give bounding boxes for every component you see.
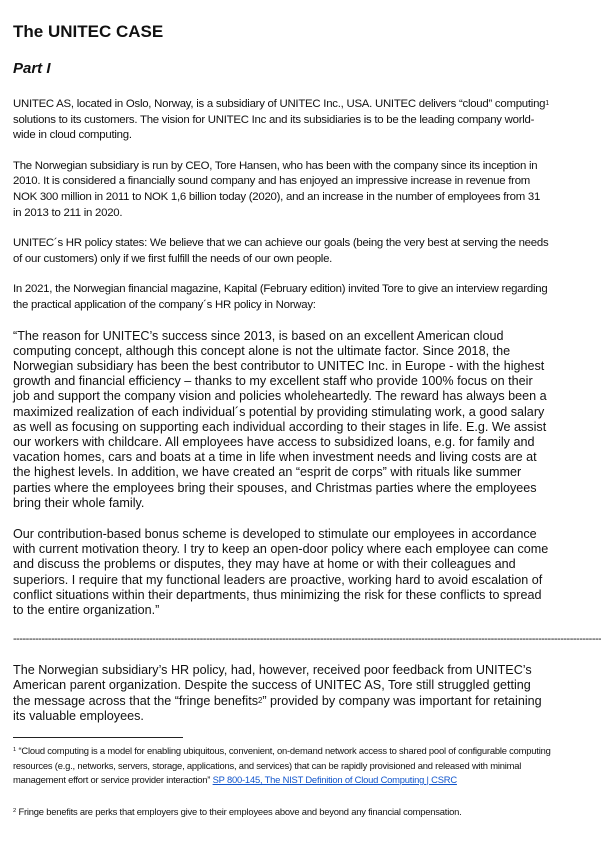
interview-paragraph: In 2021, the Norwegian financial magazine, Kapital (February edition) invited Tore to give an interview regarding the practical application of the company´s HR policy in Norway: [13, 283, 548, 311]
footnote-2 [13, 805, 551, 820]
document-title: The UNITEC CASE [13, 22, 164, 41]
hr-policy-paragraph: UNITEC´s HR policy states: We believe that we can achieve our goals (being the very best at serving the needs of our customers) only if we first fulfill the needs of our own people. [13, 237, 549, 265]
part-heading: Part I [13, 60, 51, 77]
feedback-paragraph [13, 663, 551, 724]
feedback-text-end: ” provided by company was important for retaining its valuable employees. [13, 693, 542, 723]
intro-paragraph [13, 97, 551, 144]
footnote-1 [13, 744, 551, 788]
intro-text-end: solutions to its customers. The vision for UNITEC Inc and its subsidiaries is to be the leading company world-wide in cloud computing. [13, 113, 535, 142]
section-separator: ------------------------------------------------------------------------------------------------------------------------------------------------------------------------------------------ [13, 633, 601, 646]
document-page [13, 20, 601, 819]
feedback-text-start: The Norwegian subsidiary’s HR policy, had, however, received poor feedback from UNITEC’s American parent organization. Despite the success of UNITEC AS, Tore still struggled getting the message across that the “fringe benefits [13, 663, 532, 708]
footnote-2-text: Fringe benefits are perks that employers give to their employees above and beyond any financial compensation. [16, 805, 462, 817]
nist-definition-link[interactable]: SP 800-145, The NIST Definition of Cloud Computing | CSRC [212, 774, 457, 785]
quote-paragraph-2: Our contribution-based bonus scheme is developed to stimulate our employees in accordance with current motivation theory. I try to keep an open-door policy where each employee can come and discuss the problems or disputes, they may have at home or with their colleagues and superiors. I require that my functional leaders are proactive, working hard to avoid escalation of conflict situations within their departments, thus minimizing the risk for these conflicts to spread to the entire organization.” [13, 526, 549, 617]
footnote-divider [13, 737, 183, 738]
quote-paragraph-1: “The reason for UNITEC’s success since 2013, is based on an excellent American cloud computing concept, although this concept alone is not the ultimate factor. Since 2018, the Norwegian subsidiary has been the best contributor to UNITEC Inc. in Europe - with the highest growth and financial efficiency – thanks to my excellent staff who provide 100% focus on their job and support the company vision and policies wholeheartedly. The reward has always been a maximized realization of each individual´s potential by providing stimulating work, a good salary as well as focusing on supporting each individual according to their stages in life. E.g. We assist our workers with childcare. All employees have access to subsidized loans, e.g. for family and vacation homes, cars and boats at a time in life when investment needs and living costs are at the highest levels. In addition, we have created an “esprit de corps” with rituals like summer parties where the employees bring their spouses, and Christmas parties where the employees bring their whole family. [13, 328, 547, 510]
footnote-1-text: “Cloud computing is a model for enabling ubiquitous, convenient, on-demand network access to shared pool of configurable computing resources (e.g., networks, servers, storage, applications, and services) that can be rapidly provisioned and released with minimal management effort or service provider interaction” [13, 745, 551, 785]
footnote-2-number: 2 [13, 807, 17, 814]
intro-text-start: UNITEC AS, located in Oslo, Norway, is a subsidiary of UNITEC Inc., USA. UNITEC delivers “cloud” computing [13, 98, 546, 110]
footnote-1-number: 1 [13, 747, 17, 753]
footnote-ref-1[interactable]: 1 [545, 100, 549, 107]
ceo-paragraph: The Norwegian subsidiary is run by CEO, Tore Hansen, who has been with the company since its inception in 2010. It is considered a financially sound company and has enjoyed an impressive increase in revenue from NOK 300 million in 2011 to NOK 1,6 billion today (2020), and an increase in the number of employees from 31 in 2013 to 211 in 2020. [13, 159, 541, 219]
footnote-ref-2[interactable]: 2 [258, 695, 263, 705]
